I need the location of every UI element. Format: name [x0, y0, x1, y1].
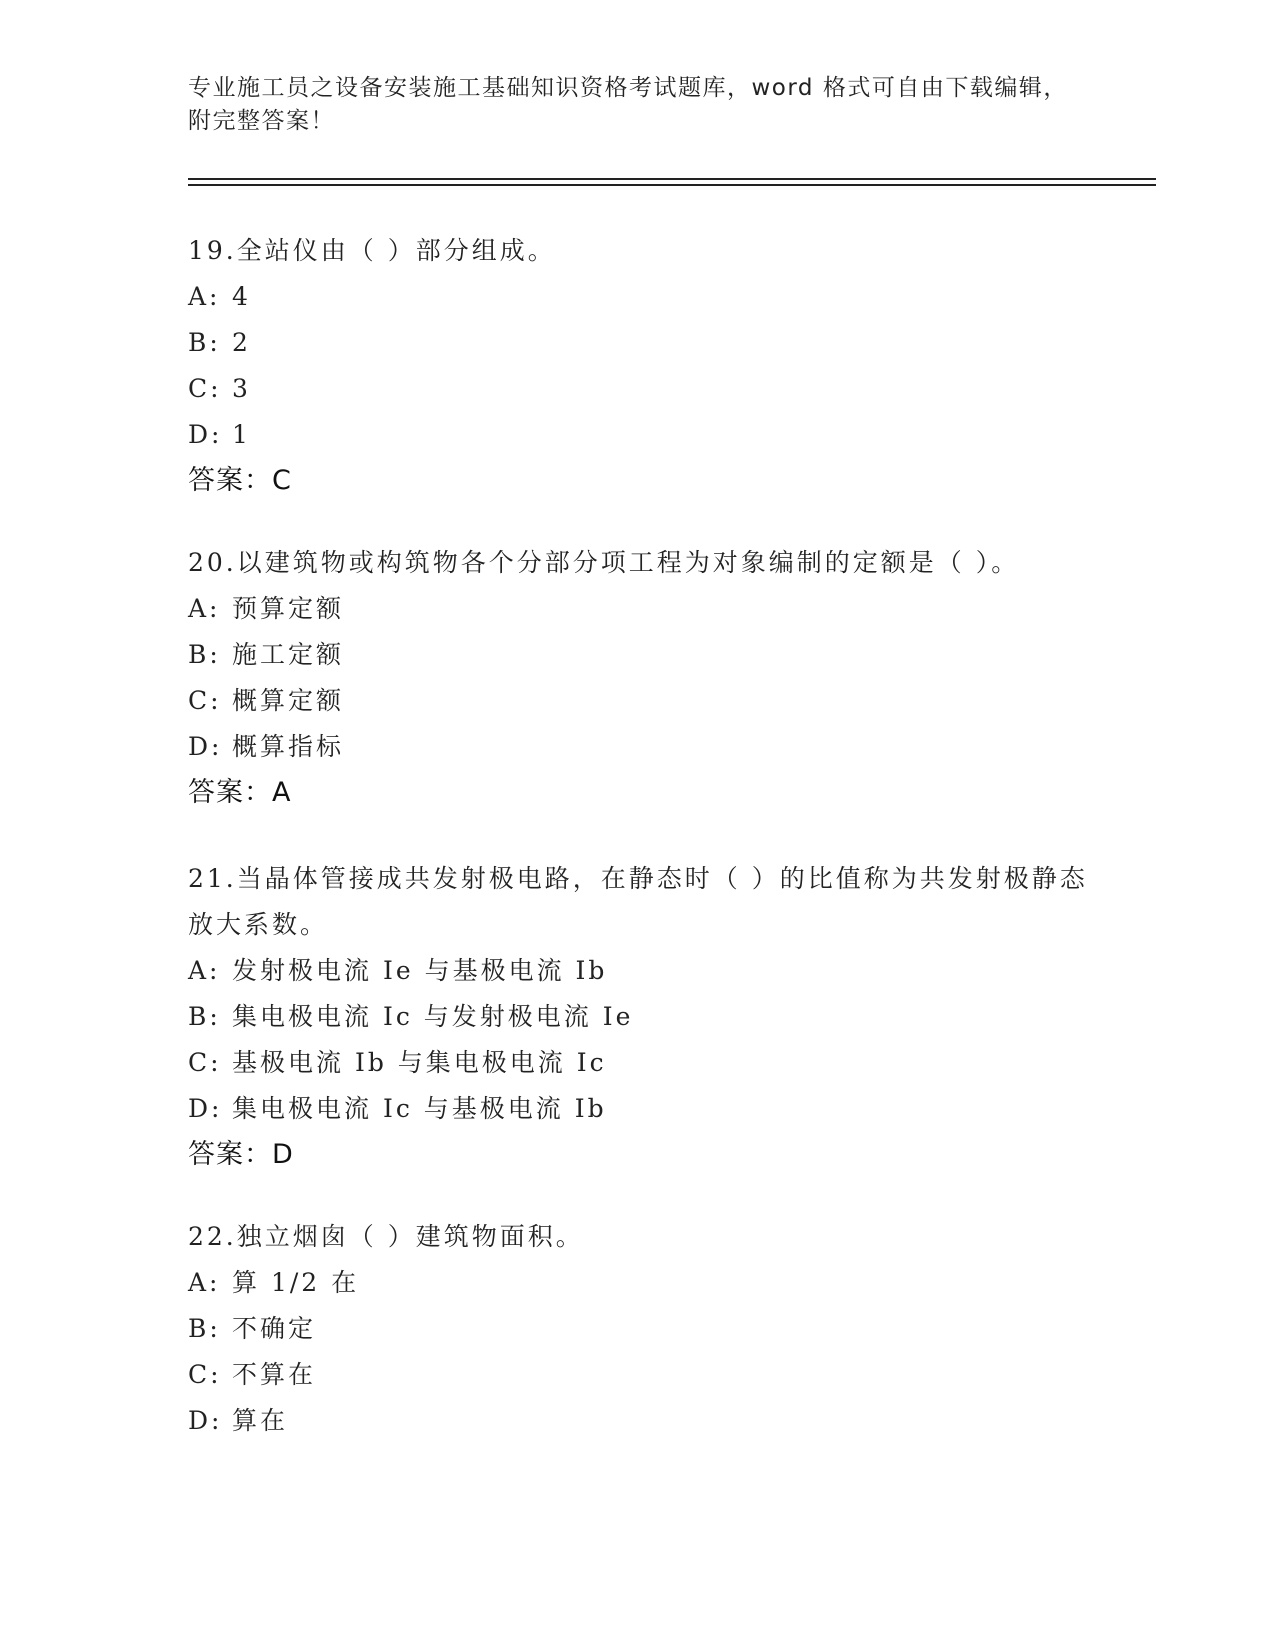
document-header [188, 72, 1088, 138]
option-a [188, 948, 1108, 994]
option-letter: D: [188, 1094, 223, 1123]
option-letter: A: [188, 1268, 221, 1297]
question-21 [188, 856, 1108, 1178]
question-19 [188, 228, 1108, 504]
option-b [188, 1306, 1108, 1352]
option-letter: B: [188, 1002, 221, 1031]
option-c [188, 1040, 1108, 1086]
option-c [188, 366, 1108, 412]
question-text: 22.独立烟囱（ ）建筑物面积。 [188, 1222, 584, 1251]
option-d [188, 1398, 1108, 1444]
header-divider-bottom [188, 184, 1156, 186]
option-letter: C: [188, 374, 222, 403]
option-letter: D: [188, 420, 223, 449]
option-b [188, 632, 1108, 678]
option-text: 算 1/2 在 [232, 1268, 360, 1297]
question-20 [188, 540, 1108, 816]
question-text: 19.全站仪由（ ）部分组成。 [188, 236, 556, 265]
option-text: 施工定额 [232, 640, 345, 669]
option-text: 2 [232, 328, 251, 357]
option-b [188, 320, 1108, 366]
question-text: 20.以建筑物或构筑物各个分部分项工程为对象编制的定额是（ ）。 [188, 548, 1020, 577]
option-letter: A: [188, 594, 221, 623]
option-letter: C: [188, 1048, 222, 1077]
option-letter: D: [188, 1406, 223, 1435]
option-d [188, 1086, 1108, 1132]
option-text: 4 [232, 282, 251, 311]
question-text: 21.当晶体管接成共发射极电路，在静态时（ ）的比值称为共发射极静态放大系数。 [188, 864, 1088, 939]
option-text: 集电极电流 Ic 与发射极电流 Ie [232, 1002, 634, 1031]
option-letter: B: [188, 1314, 221, 1343]
option-a [188, 274, 1108, 320]
answer-label: 答案：C [188, 465, 292, 496]
option-c [188, 678, 1108, 724]
option-text: 1 [232, 420, 251, 449]
option-text: 不算在 [232, 1360, 317, 1389]
option-text: 基极电流 Ib 与集电极电流 Ic [232, 1048, 607, 1077]
option-text: 3 [232, 374, 251, 403]
header-line-2: 附完整答案！ [188, 108, 335, 134]
option-letter: B: [188, 640, 221, 669]
option-text: 发射极电流 Ie 与基极电流 Ib [232, 956, 608, 985]
option-letter: B: [188, 328, 221, 357]
option-letter: D: [188, 732, 223, 761]
header-divider-top [188, 178, 1156, 180]
answer-label: 答案：D [188, 1139, 294, 1170]
answer-label: 答案：A [188, 777, 292, 808]
option-d [188, 412, 1108, 458]
option-letter: A: [188, 956, 221, 985]
option-text: 集电极电流 Ic 与基极电流 Ib [232, 1094, 607, 1123]
option-d [188, 724, 1108, 770]
question-22 [188, 1214, 1108, 1444]
option-text: 概算定额 [232, 686, 345, 715]
option-text: 算在 [232, 1406, 289, 1435]
option-text: 不确定 [232, 1314, 317, 1343]
option-letter: A: [188, 282, 221, 311]
option-b [188, 994, 1108, 1040]
option-text: 预算定额 [232, 594, 345, 623]
option-c [188, 1352, 1108, 1398]
option-letter: C: [188, 1360, 222, 1389]
header-line-1: 专业施工员之设备安装施工基础知识资格考试题库，word 格式可自由下载编辑， [188, 75, 1068, 101]
option-a [188, 1260, 1108, 1306]
option-text: 概算指标 [232, 732, 345, 761]
option-letter: C: [188, 686, 222, 715]
option-a [188, 586, 1108, 632]
